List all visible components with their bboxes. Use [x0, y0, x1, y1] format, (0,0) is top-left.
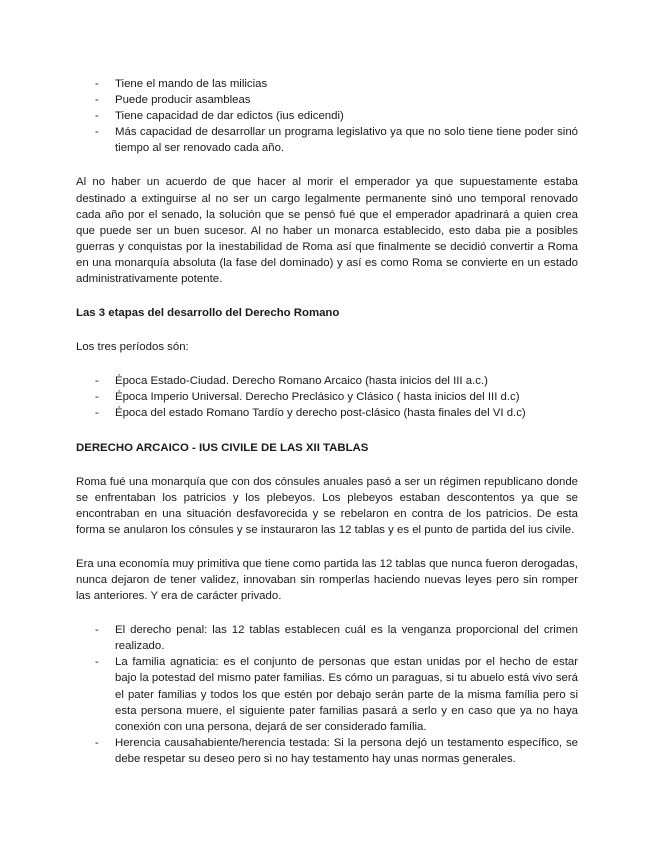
dash-bullet: - — [95, 391, 99, 404]
dash-bullet: - — [95, 407, 99, 420]
archaic-heading: DERECHO ARCAICO - IUS CIVILE DE LAS XII TABLAS — [76, 441, 369, 454]
dash-bullet: - — [95, 78, 99, 90]
list-item: - Época Estado-Ciudad. Derecho Romano Arcaico (hasta inicios del III a.c.) — [76, 373, 578, 389]
list-item: - Época del estado Romano Tardío y derecho post-clásico (hasta finales del VI d.c) — [76, 405, 578, 421]
stages-list — [76, 373, 578, 421]
dash-bullet: - — [95, 656, 99, 669]
economy-paragraph: Era una economía muy primitiva que tiene como partida las 12 tablas que nunca fueron derogadas, nunca dejaron de tener validez, innovaban sin romperlas haciendo nuevas leyes pero sin romper las anteriores. Y era de carácter privado. — [76, 557, 578, 603]
dash-bullet: - — [95, 736, 99, 749]
stages-heading: Las 3 etapas del desarrollo del Derecho Romano — [76, 307, 340, 320]
dash-bullet: - — [95, 375, 99, 388]
dash-bullet: - — [95, 126, 99, 139]
list-item: - Época Imperio Universal. Derecho Preclásico y Clásico ( hasta inicios del III d.c) — [76, 389, 578, 405]
dash-bullet: - — [95, 94, 99, 107]
document-page — [76, 76, 578, 767]
list-item: - Tiene capacidad de dar edictos (ius edicendi) — [76, 108, 578, 124]
list-item: - Herencia causahabiente/herencia testada: Si la persona dejó un testamento específico, se debe respetar su deseo pero si no hay testamento hay unas normas generales. — [95, 736, 578, 765]
powers-list — [76, 76, 578, 156]
list-item: - El derecho penal: las 12 tablas establecen cuál es la venganza proporcional del crimen realizado. — [95, 624, 578, 653]
list-item: - Tiene el mando de las milicias — [76, 76, 578, 92]
rome-paragraph: Roma fué una monarquía que con dos cónsules anuales pasó a ser un régimen republicano donde se enfrentaban los patricios y los plebeyos. Los plebeyos estaban descontentos ya que se encontraban en una situación desfavorecida y se rebelaron en contra de los patricios. De esta forma se anularon los cónsules y se instauraron las 12 tablas y es el punto de partida del ius civile. — [76, 475, 578, 536]
dash-bullet: - — [95, 110, 99, 123]
succession-paragraph: Al no haber un acuerdo de que hacer al morir el emperador ya que supuestamente estaba destinado a extinguirse al no ser un cargo legalmente permanente sinó uno temporal renovado cada año por el senado, la solución que se pensó fué que el emperador apadrinará a quien crea que puede ser un buen sucesor. Al no haber un monarca establecido, esto daba pie a posibles guerras y conquistas por la inestabilidad de Roma así que finalmente se decidió convertir a Roma en una monarquía absoluta (la fase del dominado) y así es como Roma se convierte en un estado administrativamente potente. — [76, 176, 578, 286]
stages-intro: Los tres períodos són: — [76, 341, 189, 354]
list-item: - Más capacidad de desarrollar un programa legislativo ya que no solo tiene tiene poder sinó tiempo al ser renovado cada año. — [95, 126, 578, 155]
list-item: - La familia agnaticia: es el conjunto de personas que estan unidas por el hecho de estar bajo la potestad del mismo pater familias. Es cómo un paraguas, si tu abuelo está vivo será el pater familias y todos los que estén por debajo serán parte de la misma família pero si esta persona muere, el siguiente pater familias pasará a serlo y en caso que ya no haya conexión con una persona, dejará de ser considerado família. — [95, 656, 578, 733]
list-item: - Puede producir asambleas — [76, 92, 578, 108]
tables-list — [76, 622, 578, 767]
dash-bullet: - — [95, 624, 99, 637]
